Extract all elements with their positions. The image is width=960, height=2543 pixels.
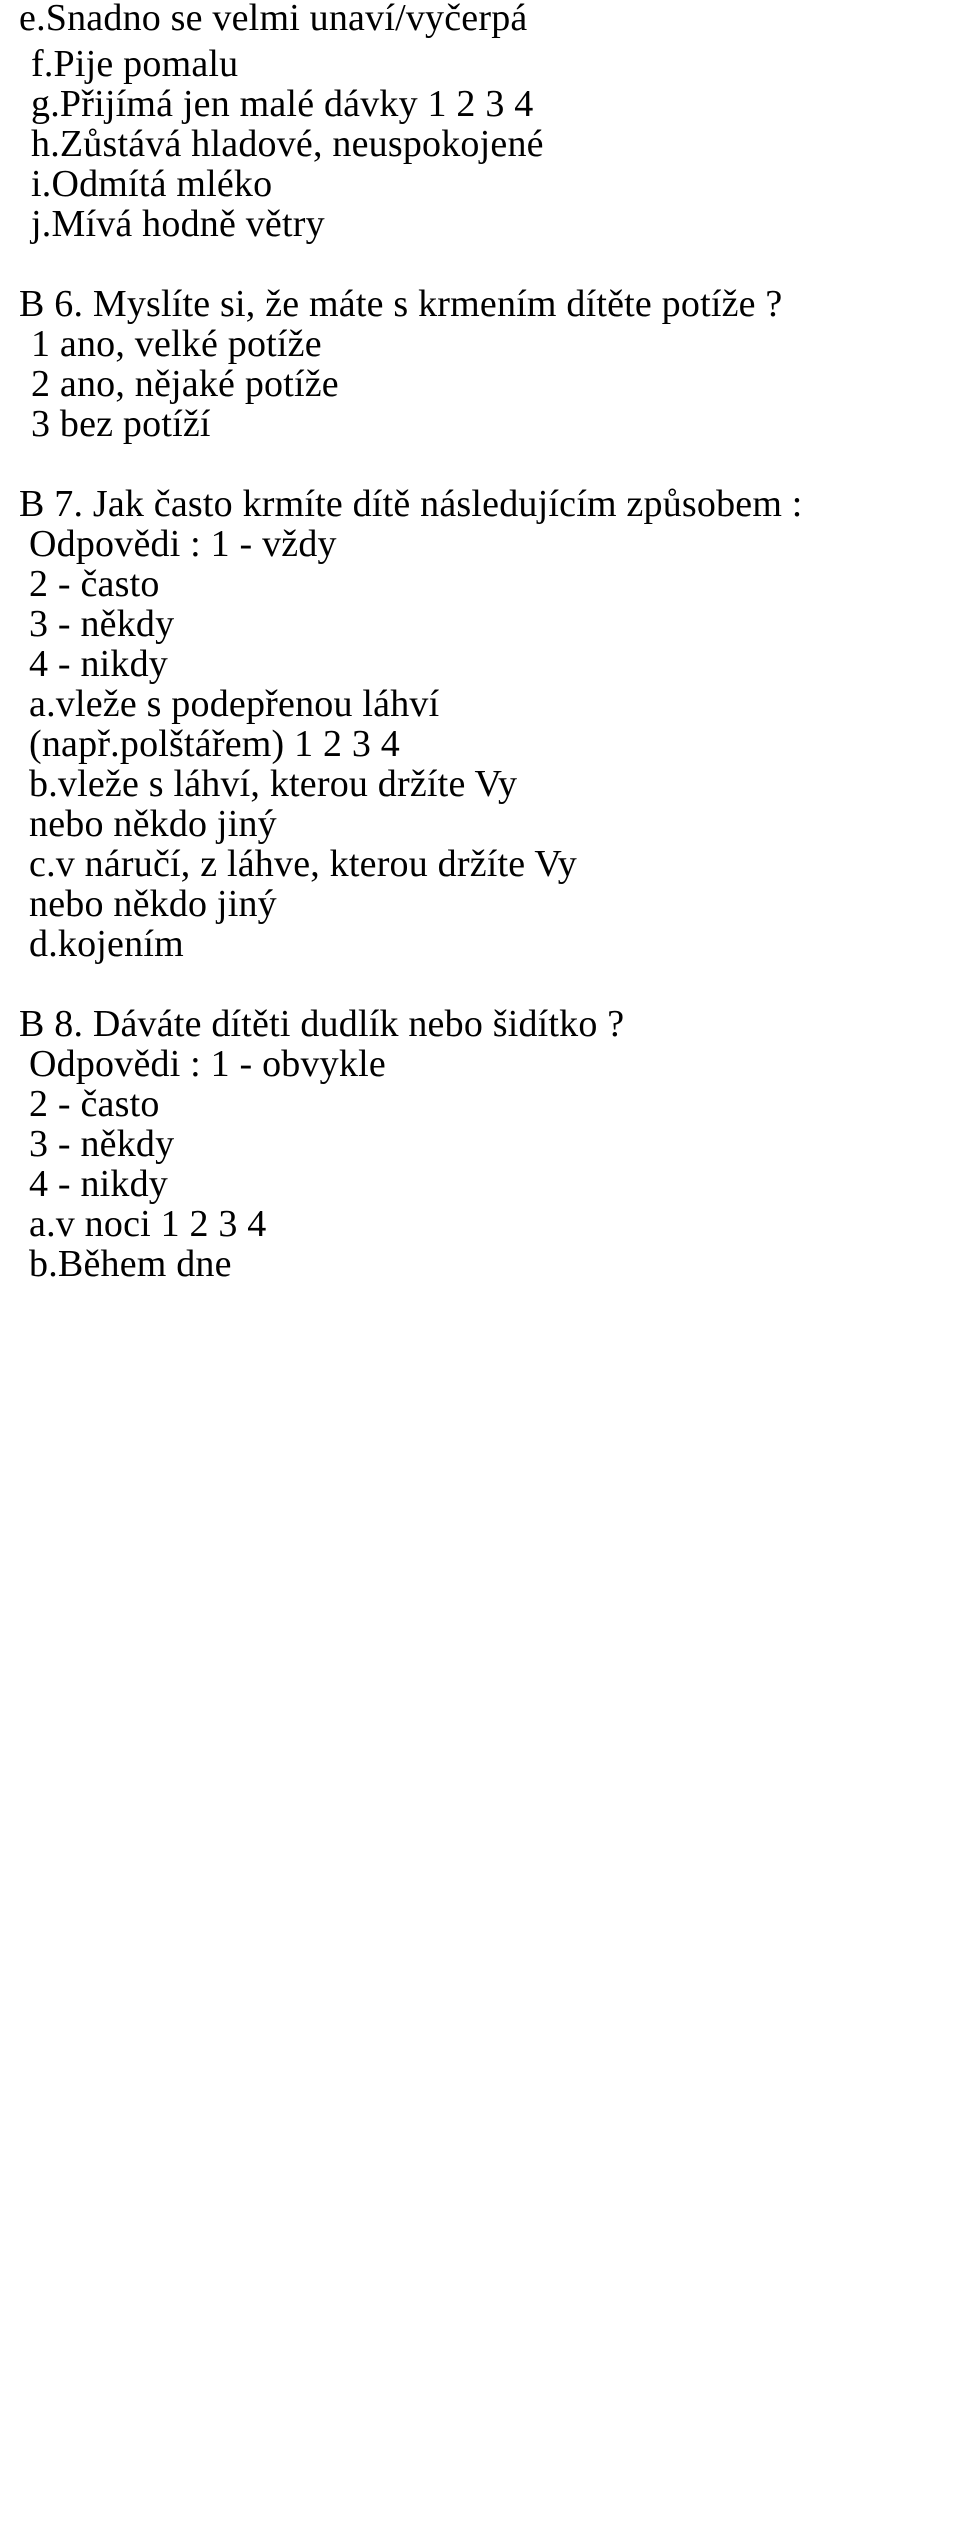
b7-item-b: b.vleže s láhví, kterou držíte Vy [29,763,518,805]
b8-scale-1: Odpovědi : 1 - obvykle [29,1043,386,1085]
question-b8-heading: B 8. Dáváte dítěti dudlík nebo šidítko ? [19,1003,625,1045]
question-b7-heading: B 7. Jak často krmíte dítě následujícím způsobem : [19,483,803,525]
b7-item-b-cont: nebo někdo jiný [29,803,277,845]
b7-scale-4: 4 - nikdy [29,643,169,685]
b8-scale-2: 2 - často [29,1083,160,1125]
b8-item-b: b.Během dne [29,1243,232,1285]
b7-scale-1: Odpovědi : 1 - vždy [29,523,337,565]
question-b6-heading: B 6. Myslíte si, že máte s krmením dítěte potíže ? [19,283,783,325]
b8-scale-4: 4 - nikdy [29,1163,169,1205]
item-j-has-gas: j.Mívá hodně větry [31,203,325,245]
b7-item-a: a.vleže s podepřenou láhví [29,683,440,725]
item-i-refuses-milk: i.Odmítá mléko [31,163,273,205]
item-h-stays-hungry: h.Zůstává hladové, neuspokojené [31,123,544,165]
item-f-drinks-slowly: f.Pije pomalu [31,43,239,85]
b7-item-d: d.kojením [29,923,184,965]
b8-item-a: a.v noci 1 2 3 4 [29,1203,267,1245]
b6-answer-2: 2 ano, nějaké potíže [31,363,339,405]
item-g-small-doses: g.Přijímá jen malé dávky 1 2 3 4 [31,83,534,125]
b7-item-c-cont: nebo někdo jiný [29,883,277,925]
b6-answer-1: 1 ano, velké potíže [31,323,322,365]
item-e-exhausts-easily: e.Snadno se velmi unaví/vyčerpá [19,0,528,39]
b6-answer-3: 3 bez potíží [31,403,211,445]
b7-scale-2: 2 - často [29,563,160,605]
b8-scale-3: 3 - někdy [29,1123,175,1165]
b7-scale-3: 3 - někdy [29,603,175,645]
b7-item-a-cont: (např.polštářem) 1 2 3 4 [29,723,400,765]
b7-item-c: c.v náručí, z láhve, kterou držíte Vy [29,843,577,885]
